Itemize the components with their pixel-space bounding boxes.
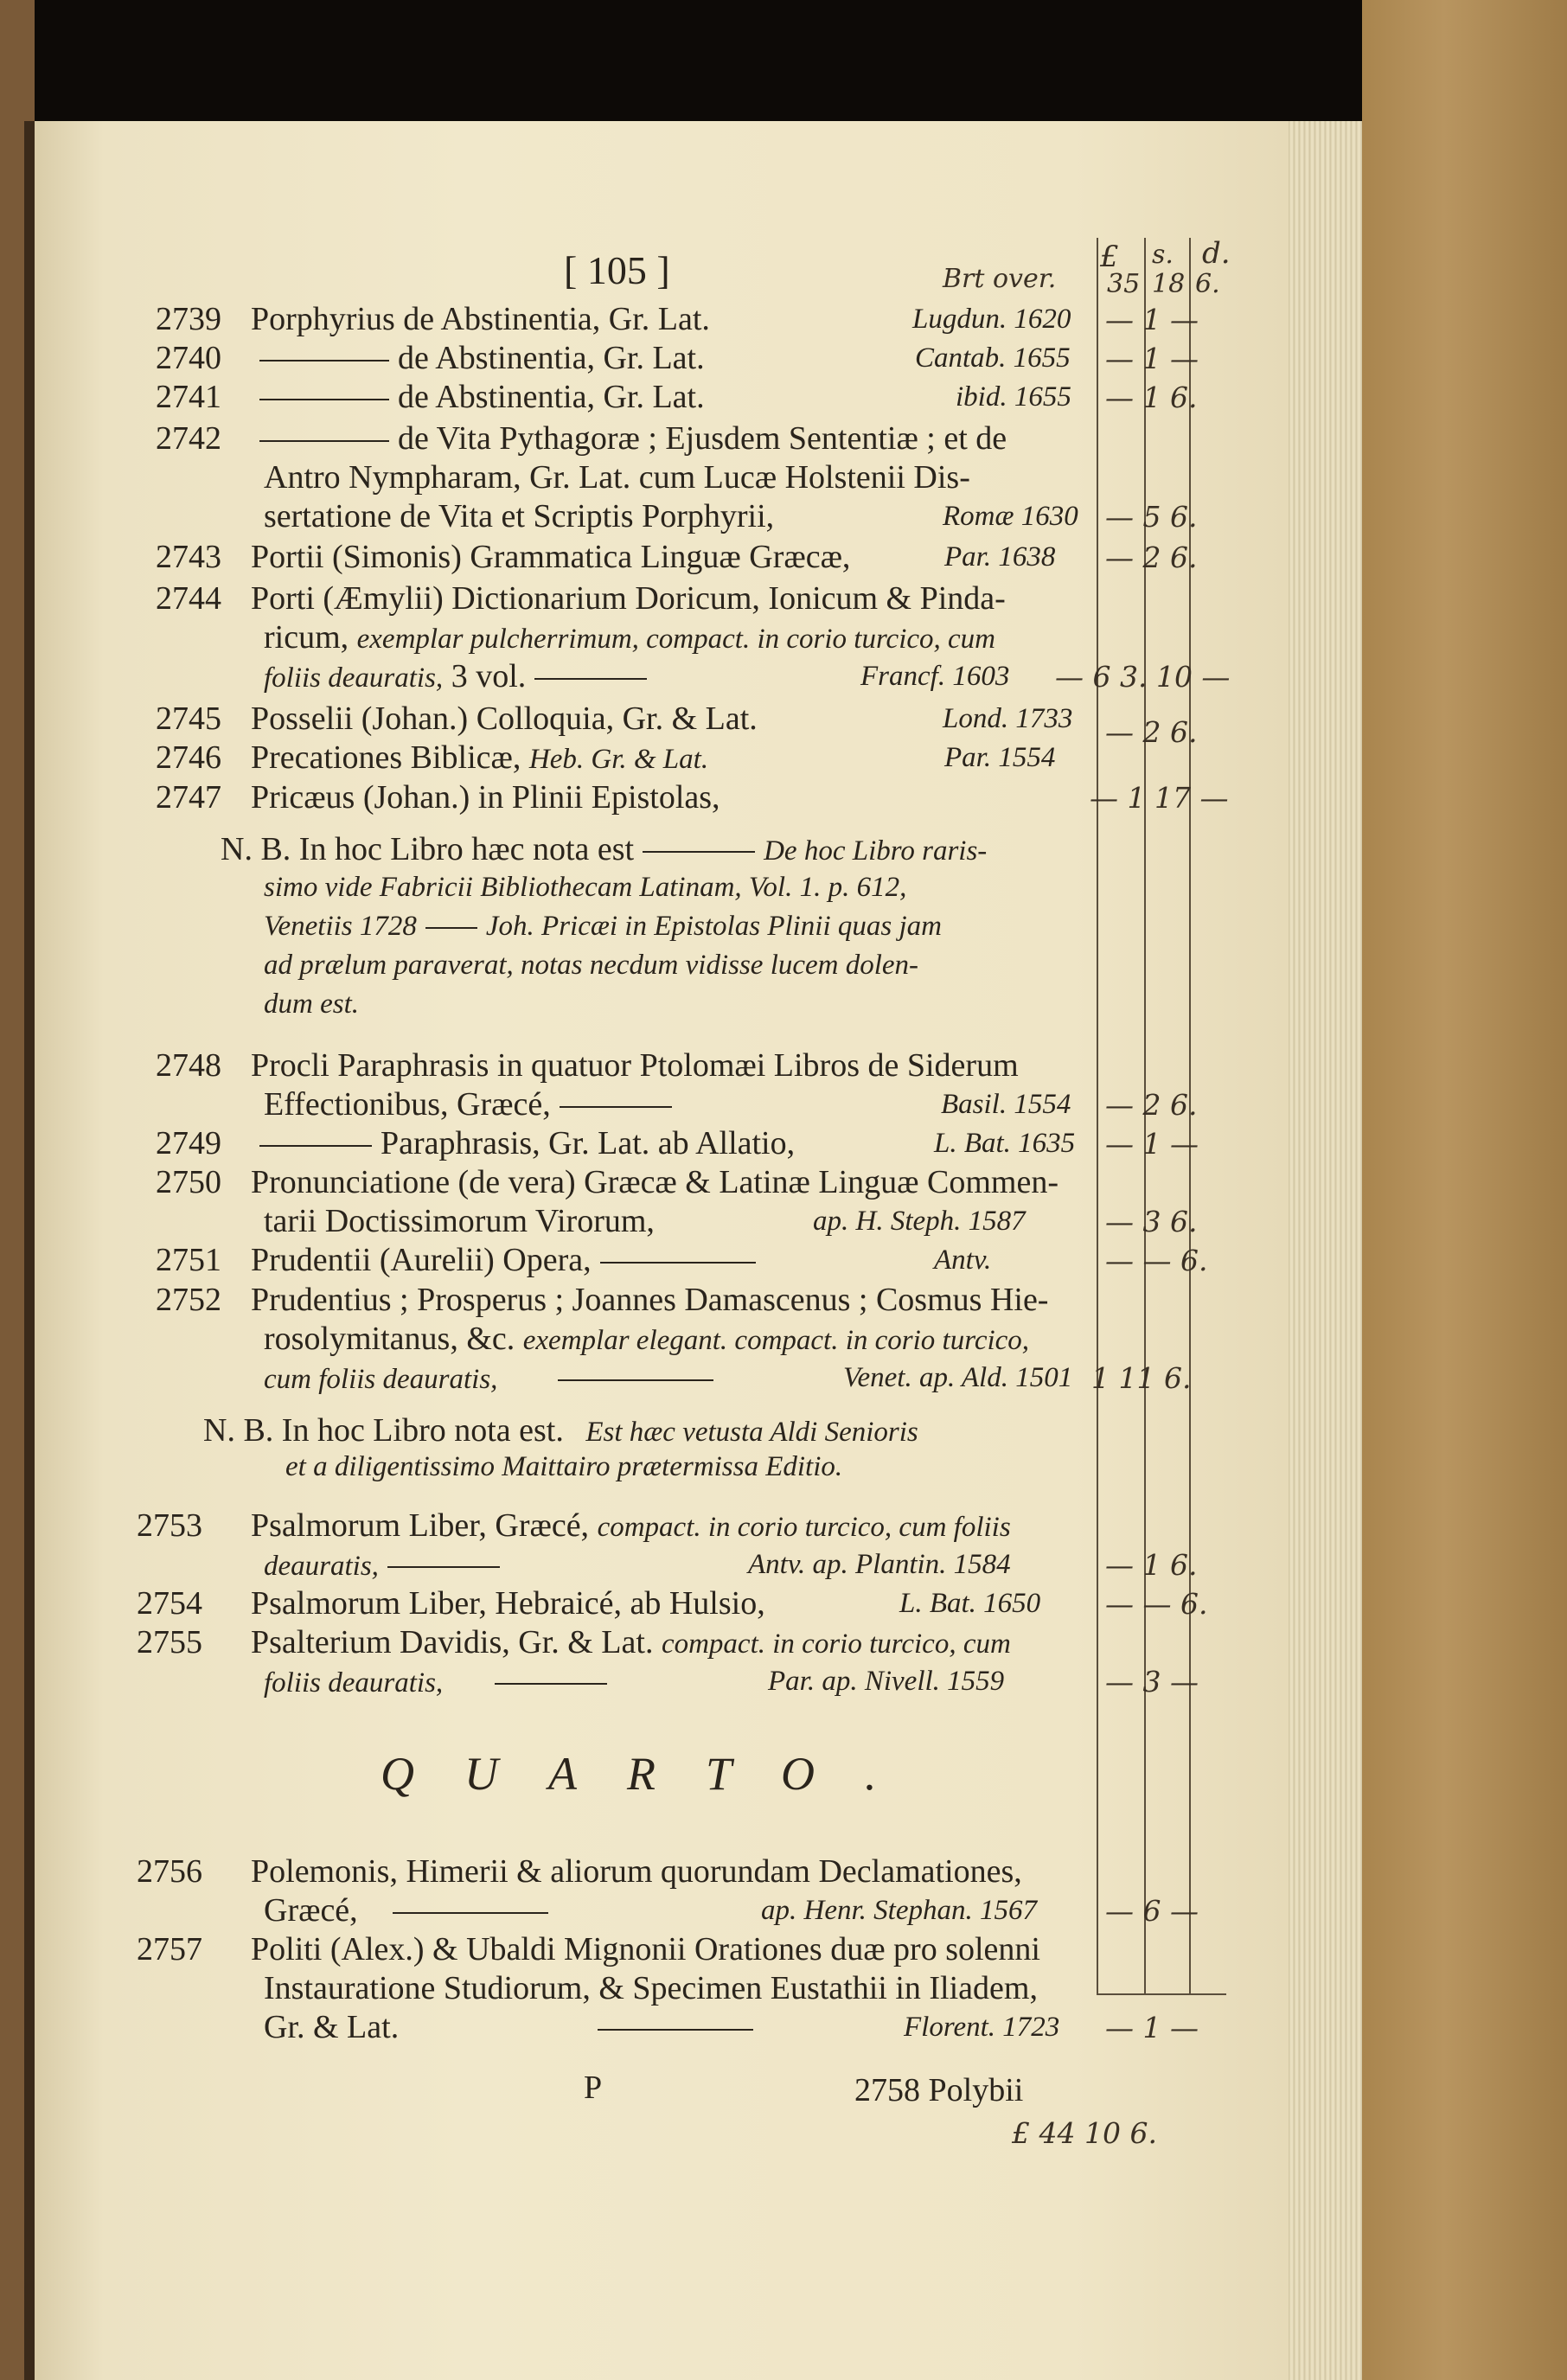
ditto-rule	[600, 1262, 756, 1264]
entry-imprint: Par. 1638	[944, 541, 1056, 573]
entry-number: 2739	[156, 301, 221, 337]
entry-number: 2744	[156, 580, 221, 617]
note-line: simo vide Fabricii Bibliothecam Latinam, Vol. 1. p. 612,	[264, 872, 907, 903]
note-line: dum est.	[264, 988, 359, 1020]
entry-imprint: Par. 1554	[944, 742, 1056, 773]
entry-imprint: Lugdun. 1620	[912, 304, 1071, 335]
entry-price: — 1 17 —	[1090, 781, 1229, 815]
ditto-rule	[259, 360, 389, 361]
entry-title: Politi (Alex.) & Ubaldi Mignonii Orationes duæ pro solenni	[251, 1931, 1040, 1967]
entry-title: Posselii (Johan.) Colloquia, Gr. & Lat.	[251, 701, 758, 737]
entry-price: — 3 —	[1105, 1665, 1199, 1699]
entry-price: — 1 —	[1105, 1127, 1199, 1161]
entry-title: Polemonis, Himerii & aliorum quorundam Declamationes,	[251, 1853, 1022, 1890]
entry-imprint: Venet. ap. Ald. 1501	[843, 1362, 1073, 1393]
entry-imprint: Francf. 1603	[860, 661, 1010, 692]
entry-price: — 6 3. 10 —	[1055, 660, 1231, 694]
entry-title: Prudentii (Aurelii) Opera,	[251, 1244, 764, 1276]
entry-title: Procli Paraphrasis in quatuor Ptolomæi Libros de Siderum	[251, 1047, 1019, 1084]
note-line: ad prælum paraverat, notas necdum vidisse lucem dolen-	[264, 950, 919, 981]
note-line: et a diligentissimo Maittairo prætermissa Editio.	[285, 1451, 843, 1482]
carried-total: £ 44 10 6.	[1012, 2116, 1157, 2150]
entry-imprint: Florent. 1723	[904, 2012, 1060, 2043]
entry-price: — 1 6.	[1105, 1548, 1198, 1582]
entry-title-line2: tarii Doctissimorum Virorum,	[264, 1203, 655, 1239]
entry-imprint: ap. H. Steph. 1587	[813, 1206, 1026, 1237]
entry-imprint: Romæ 1630	[943, 501, 1078, 532]
ditto-rule	[558, 1379, 713, 1381]
entry-number: 2754	[137, 1585, 202, 1622]
entry-number: 2750	[156, 1164, 221, 1200]
ditto-rule	[259, 399, 389, 400]
entry-imprint: ibid. 1655	[956, 381, 1071, 413]
entry-title-line2: ricum, exemplar pulcherrimum, compact. in corio turcico, cum	[264, 619, 995, 656]
total-rule	[1097, 1993, 1226, 1995]
entry-price: — 1 —	[1105, 2011, 1199, 2044]
entry-number: 2751	[156, 1242, 221, 1278]
entry-title: Paraphrasis, Gr. Lat. ab Allatio,	[251, 1127, 795, 1160]
page-fore-edge	[1280, 121, 1362, 2380]
entry-title-line2: Instauratione Studiorum, & Specimen Eustathii in Iliadem,	[264, 1970, 1038, 2006]
entry-price: — 6 —	[1105, 1894, 1199, 1928]
right-cover	[1362, 0, 1567, 2380]
entry-price: — 5 6.	[1105, 500, 1198, 534]
entry-price: — 1 —	[1105, 303, 1199, 336]
catchword: 2758 Polybii	[854, 2072, 1024, 2108]
entry-number: 2756	[137, 1853, 202, 1890]
entry-number: 2757	[137, 1931, 202, 1967]
entry-title-line2: deauratis,	[264, 1548, 508, 1581]
entry-imprint: Basil. 1554	[941, 1089, 1071, 1120]
entry-number: 2746	[156, 739, 221, 776]
ditto-rule	[560, 1106, 672, 1108]
entry-price: 1 11 6.	[1091, 1361, 1192, 1395]
entry-title: Psalterium Davidis, Gr. & Lat. compact. in corio turcico, cum	[251, 1624, 1011, 1660]
entry-title-line2: foliis deauratis,	[264, 1665, 616, 1698]
entry-imprint: Antv.	[934, 1244, 992, 1276]
entry-title-line2: Græcé,	[264, 1894, 557, 1927]
entry-price: — 1 —	[1105, 342, 1199, 375]
entry-title: Porti (Æmylii) Dictionarium Doricum, Ionicum & Pinda-	[251, 580, 1006, 617]
entry-imprint: Cantab. 1655	[915, 342, 1071, 374]
entry-title: Portii (Simonis) Grammatica Linguæ Græcæ,	[251, 539, 851, 575]
entry-title: Pronunciatione (de vera) Græcæ & Latinæ Linguæ Commen-	[251, 1164, 1059, 1200]
ditto-rule	[495, 1683, 607, 1685]
entry-number: 2740	[156, 340, 221, 376]
ditto-rule	[598, 2029, 753, 2031]
ditto-rule	[534, 678, 647, 680]
note-line: N. B. In hoc Libro hæc nota est De hoc Libro raris-	[221, 831, 988, 867]
pounds-header: £	[1100, 240, 1119, 274]
entry-title-line3: cum foliis deauratis,	[264, 1361, 722, 1394]
brought-over-shillings: 18	[1152, 269, 1186, 299]
ditto-rule	[387, 1566, 500, 1568]
entry-title: Precationes Biblicæ, Heb. Gr. & Lat.	[251, 739, 709, 776]
entry-number: 2749	[156, 1125, 221, 1161]
entry-title-line2: Effectionibus, Græcé,	[264, 1088, 681, 1121]
entry-imprint: ap. Henr. Stephan. 1567	[761, 1895, 1037, 1926]
ditto-rule	[643, 851, 755, 853]
pence-header: d.	[1202, 236, 1231, 271]
entry-price: — 3 6.	[1105, 1205, 1198, 1238]
ledger-rule-left	[1097, 238, 1098, 1993]
entry-title-line3: foliis deauratis, 3 vol.	[264, 660, 656, 693]
entry-price: — 1 6.	[1105, 381, 1198, 414]
signature-mark: P	[584, 2070, 603, 2106]
entry-number: 2742	[156, 420, 221, 457]
entry-title-line2: rosolymitanus, &c. exemplar elegant. compact. in corio turcico,	[264, 1321, 1030, 1357]
entry-title: Psalmorum Liber, Hebraicé, ab Hulsio,	[251, 1585, 765, 1622]
ditto-rule	[259, 1145, 372, 1147]
ditto-rule	[393, 1912, 548, 1914]
entry-imprint: Par. ap. Nivell. 1559	[768, 1666, 1005, 1697]
entry-number: 2753	[137, 1507, 202, 1544]
entry-number: 2745	[156, 701, 221, 737]
entry-number: 2752	[156, 1282, 221, 1318]
entry-title: de Abstinentia, Gr. Lat.	[251, 381, 705, 413]
entry-number: 2743	[156, 539, 221, 575]
entry-title-line2: Antro Nympharam, Gr. Lat. cum Lucæ Holstenii Dis-	[264, 459, 970, 496]
entry-title: Porphyrius de Abstinentia, Gr. Lat.	[251, 301, 710, 337]
ditto-rule	[259, 440, 389, 442]
entry-price: — 2 6.	[1105, 715, 1198, 749]
entry-title: de Vita Pythagoræ ; Ejusdem Sententiæ ; et de	[251, 422, 1007, 455]
section-heading: QUARTO.	[381, 1748, 927, 1800]
brought-over-label: Brt over.	[943, 264, 1057, 294]
ditto-rule	[425, 927, 477, 929]
shillings-header: s.	[1152, 240, 1174, 270]
entry-price: — 2 6.	[1105, 541, 1198, 574]
entry-title: Prudentius ; Prosperus ; Joannes Damascenus ; Cosmus Hie-	[251, 1282, 1049, 1318]
entry-imprint: L. Bat. 1635	[934, 1128, 1076, 1159]
entry-number: 2747	[156, 779, 221, 816]
entry-title: Psalmorum Liber, Græcé, compact. in corio turcico, cum foliis	[251, 1507, 1011, 1544]
brought-over-pounds: 35	[1107, 269, 1141, 299]
entry-price: — — 6.	[1105, 1587, 1208, 1621]
entry-imprint: Lond. 1733	[943, 703, 1073, 734]
catalogue-page	[35, 121, 1289, 2380]
entry-price: — — 6.	[1105, 1244, 1208, 1277]
entry-imprint: Antv. ap. Plantin. 1584	[748, 1549, 1011, 1580]
entry-imprint: L. Bat. 1650	[899, 1588, 1041, 1619]
note-line: Venetiis 1728 Joh. Pricæi in Epistolas Plinii quas jam	[264, 911, 942, 942]
entry-title: de Abstinentia, Gr. Lat.	[251, 342, 705, 374]
entry-number: 2741	[156, 379, 221, 415]
dark-background-top	[35, 0, 1362, 121]
entry-title: Pricæus (Johan.) in Plinii Epistolas,	[251, 779, 720, 816]
note-line: N. B. In hoc Libro nota est. Est hæc vetusta Aldi Senioris	[203, 1412, 918, 1449]
entry-number: 2755	[137, 1624, 202, 1660]
entry-number: 2748	[156, 1047, 221, 1084]
brought-over-pence: 6.	[1195, 269, 1220, 299]
entry-price: — 2 6.	[1105, 1088, 1198, 1122]
page-number: [ 105 ]	[564, 248, 670, 292]
entry-title-line3: Gr. & Lat.	[264, 2011, 762, 2044]
entry-title-line3: sertatione de Vita et Scriptis Porphyrii,	[264, 498, 775, 534]
